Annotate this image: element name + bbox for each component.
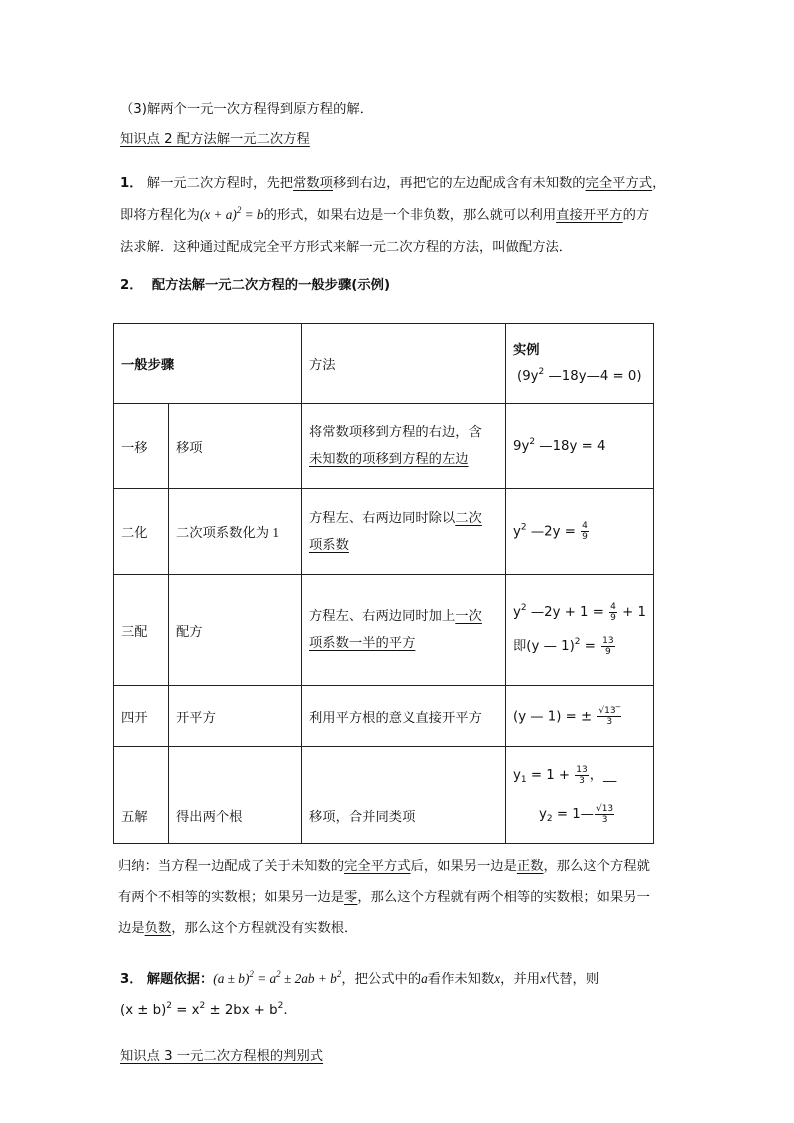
example-line-2: 即(y — 1)$^2$ = $\frac{13}{9}$ <box>513 635 614 657</box>
row-step: 二化 <box>114 489 169 575</box>
summary-underline: 完全平方式 <box>344 859 411 874</box>
summary-line-2: 有两个不相等的实数根；如果另一边是零，那么这个方程就有两个相等的实数根；如果另一 <box>118 890 650 905</box>
summary-underline: 正数 <box>516 859 544 874</box>
row-example: $y^2$ —2y = $\frac{4}{9}$ <box>506 489 654 575</box>
summary-underline: 负数 <box>144 921 172 936</box>
row-step: 一移 <box>114 404 169 489</box>
p2-number: 2． <box>120 278 143 293</box>
row-example: $9y^2$ —18y = 4 <box>506 404 654 489</box>
example-line-1: $y^2$ —2y + 1 = $\frac{4}{9}$ + 1 <box>513 601 646 623</box>
fraction: $\frac{4}{9}$ <box>610 601 616 623</box>
summary-line-1: 归纳：当方程一边配成了关于未知数的完全平方式后，如果另一边是正数，那么这个方程就 <box>118 859 650 874</box>
p3-line-1: 3． 解题依据：$(a \pm b)^2 = a^2 \pm 2ab + b^2$，把公式中的a看作未知数x，并用x代替，则 <box>120 969 600 987</box>
row-name: 得出两个根 <box>169 747 302 844</box>
fraction: $\frac{13}{9}$ <box>602 635 614 657</box>
table-row <box>114 489 654 575</box>
header-example-title: 实例 <box>513 342 540 358</box>
row-example <box>506 575 654 686</box>
row-name: 开平方 <box>169 686 302 747</box>
p1-number: 1． <box>120 176 143 191</box>
p3-formula: $(a \pm b)^2 = a^2 \pm 2ab + b^2$ <box>213 969 342 986</box>
intro-line: （3)解两个一元一次方程得到原方程的解． <box>120 102 373 117</box>
header-example <box>506 324 654 404</box>
table-row <box>114 747 654 844</box>
row-method: 将常数项移到方程的右边，含 未知数的项移到方程的左边 <box>302 404 506 489</box>
row-example <box>506 747 654 844</box>
p1-text: 移到右边，再把它的左边配成含有未知数的 <box>332 176 586 191</box>
p1-text: 的形式，如果右边是一个非负数，那么就可以利用 <box>263 208 557 223</box>
row-name: 二次项系数化为 1 <box>169 489 302 575</box>
example-line-2: $y_2$ = 1— $\frac{√13}{3}$ <box>539 803 614 825</box>
steps-table <box>113 323 654 844</box>
row-method: 方程左、右两边同时加上一次 项系数一半的平方 <box>302 575 506 686</box>
section-2-title: 知识点 2 配方法解一元二次方程 <box>120 132 310 147</box>
row-method: 方程左、右两边同时除以二次 项系数 <box>302 489 506 575</box>
p1-text: 的方 <box>622 208 650 223</box>
p1-text: 解一元二次方程时，先把 <box>146 176 294 191</box>
row-method: 利用平方根的意义直接开平方 <box>302 686 506 747</box>
p3-number: 3． <box>120 972 143 987</box>
table-row <box>114 575 654 686</box>
row-name: 配方 <box>169 575 302 686</box>
fraction: $\frac{√13}{3}$ <box>595 803 614 825</box>
p1-text: 即将方程化为 <box>120 208 200 223</box>
header-step: 一般步骤 <box>114 324 302 404</box>
header-example-equation: ($9y^2$ —18y—4 = 0) <box>517 366 642 384</box>
row-step: 三配 <box>114 575 169 686</box>
p1-underline: 直接开平方 <box>556 208 623 223</box>
row-name: 移项 <box>169 404 302 489</box>
p1-formula: $(x + a)^2 = b$ <box>199 205 264 222</box>
table-row <box>114 686 654 747</box>
example-line-1: $y_1 = 1$ + $\frac{13}{3}$ ，__ <box>513 764 617 786</box>
row-step: 五解 <box>114 747 169 844</box>
fraction: $\frac{4}{9}$ <box>582 521 588 542</box>
table-row <box>114 404 654 489</box>
p1-underline: 常数项 <box>293 176 333 191</box>
p1-underline: 完全平方式 <box>585 176 653 191</box>
p2-title: 配方法解一元二次方程的一般步骤(示例) <box>151 278 391 293</box>
row-method: 移项，合并同类项 <box>302 747 506 844</box>
p1-line-2 <box>120 204 649 223</box>
section-3-title: 知识点 3 一元二次方程根的判别式 <box>120 1049 324 1064</box>
p1-text: ， <box>652 176 666 191</box>
table-header-row <box>114 324 654 404</box>
row-step: 四开 <box>114 686 169 747</box>
p1-line-3: 法求解．这种通过配成完全平方形式来解一元二次方程的方法，叫做配方法． <box>120 240 573 255</box>
header-method: 方法 <box>302 324 506 404</box>
summary-line-3: 边是负数，那么这个方程就没有实数根． <box>118 921 358 936</box>
fraction: $\frac{13}{3}$ <box>576 764 588 786</box>
p3-label: 解题依据： <box>146 972 214 987</box>
p3-line-2: $(x \pm b)^2 = x^2 \pm 2bx + b^2$. <box>120 1001 288 1018</box>
p2-heading <box>120 274 390 293</box>
row-example: (y — 1) = ± $\frac{√13‾}{3}$ <box>506 686 654 747</box>
p1-line-1 <box>120 172 665 191</box>
fraction: $\frac{√13‾}{3}$ <box>598 705 621 727</box>
summary-underline: 零 <box>344 890 358 905</box>
